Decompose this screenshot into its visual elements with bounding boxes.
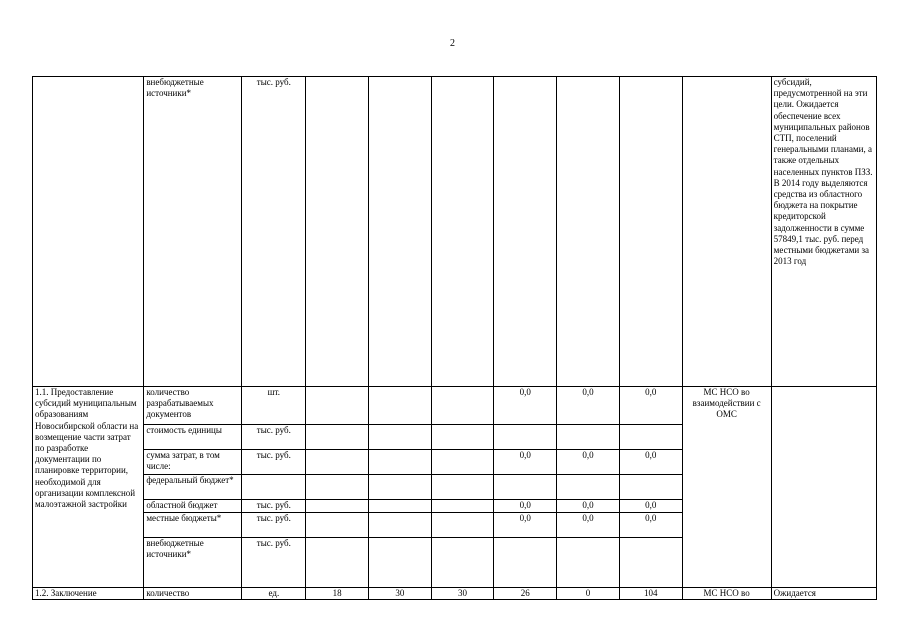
table-row	[33, 77, 877, 387]
indicator-cell: количество	[144, 588, 242, 600]
value-cell	[431, 450, 494, 475]
value-cell	[368, 77, 431, 387]
note-cell	[771, 387, 876, 588]
value-cell	[431, 500, 494, 513]
value-cell	[368, 513, 431, 538]
value-cell: 0,0	[557, 387, 620, 425]
unit-cell: тыс. руб.	[242, 538, 306, 588]
value-cell: 0,0	[494, 513, 557, 538]
indicator-cell: количество разрабатываемых документов	[144, 387, 242, 425]
value-cell	[306, 538, 369, 588]
value-cell	[306, 77, 369, 387]
note-cell: субсидий, предусмотренной на эти цели. Ожидается обеспечение всех муниципальных районов СТП, поселений генеральными планами, а также отдельных населенных пунктов ПЗЗ. В 2014 году выделяются средства из областного бюджета на покрытие кредиторской задолженности в сумме 57849,1 тыс. руб. перед местными бюджетами за 2013 год	[771, 77, 876, 387]
unit-cell: тыс. руб.	[242, 500, 306, 513]
value-cell	[619, 475, 682, 500]
value-cell: 0	[557, 588, 620, 600]
value-cell	[431, 425, 494, 450]
value-cell: 0,0	[619, 450, 682, 475]
value-cell	[306, 425, 369, 450]
value-cell	[494, 538, 557, 588]
value-cell: 0,0	[494, 450, 557, 475]
value-cell	[619, 538, 682, 588]
value-cell: 0,0	[557, 450, 620, 475]
executor-cell: МС НСО во	[682, 588, 771, 600]
value-cell	[368, 538, 431, 588]
value-cell: 18	[306, 588, 369, 600]
executor-cell	[682, 77, 771, 387]
value-cell	[306, 387, 369, 425]
value-cell: 30	[431, 588, 494, 600]
measure-name-cell: 1.2. Заключение	[33, 588, 144, 600]
indicator-cell: федеральный бюджет*	[144, 475, 242, 500]
value-cell	[494, 77, 557, 387]
indicator-cell: местные бюджеты*	[144, 513, 242, 538]
value-cell	[557, 425, 620, 450]
executor-cell: МС НСО во взаимодействии с ОМС	[682, 387, 771, 588]
unit-cell: тыс. руб.	[242, 450, 306, 475]
value-cell	[306, 475, 369, 500]
value-cell	[431, 538, 494, 588]
value-cell: 0,0	[494, 500, 557, 513]
note-cell: Ожидается	[771, 588, 876, 600]
value-cell	[431, 475, 494, 500]
unit-cell: шт.	[242, 387, 306, 425]
page-number: 2	[450, 38, 455, 49]
value-cell	[557, 475, 620, 500]
unit-cell	[242, 475, 306, 500]
value-cell	[619, 77, 682, 387]
value-cell	[306, 500, 369, 513]
value-cell	[494, 425, 557, 450]
value-cell	[557, 77, 620, 387]
value-cell	[368, 500, 431, 513]
table-row	[33, 387, 877, 425]
indicator-cell: внебюджетные источники*	[144, 77, 242, 387]
value-cell	[368, 387, 431, 425]
unit-cell: тыс. руб.	[242, 77, 306, 387]
value-cell	[368, 475, 431, 500]
measure-name-cell: 1.1. Предоставление субсидий муниципальным образованиям Новосибирской области на возмещение части затрат по разработке документации по планировке территории, необходимой для организации комплексной малоэтажной застройки	[33, 387, 144, 588]
value-cell: 0,0	[494, 387, 557, 425]
value-cell	[557, 538, 620, 588]
indicator-cell: внебюджетные источники*	[144, 538, 242, 588]
value-cell	[368, 450, 431, 475]
value-cell: 0,0	[619, 500, 682, 513]
unit-cell: тыс. руб.	[242, 425, 306, 450]
value-cell: 0,0	[557, 513, 620, 538]
indicator-cell: стоимость единицы	[144, 425, 242, 450]
program-table	[32, 76, 877, 600]
value-cell	[306, 513, 369, 538]
value-cell: 0,0	[619, 513, 682, 538]
value-cell	[306, 450, 369, 475]
value-cell: 30	[368, 588, 431, 600]
empty-cell	[33, 77, 144, 387]
value-cell	[368, 425, 431, 450]
indicator-cell: сумма затрат, в том числе:	[144, 450, 242, 475]
value-cell	[494, 475, 557, 500]
unit-cell: ед.	[242, 588, 306, 600]
value-cell: 104	[619, 588, 682, 600]
value-cell: 26	[494, 588, 557, 600]
value-cell	[431, 77, 494, 387]
value-cell	[619, 425, 682, 450]
unit-cell: тыс. руб.	[242, 513, 306, 538]
value-cell	[431, 387, 494, 425]
table-row	[33, 588, 877, 600]
indicator-cell: областной бюджет	[144, 500, 242, 513]
value-cell: 0,0	[557, 500, 620, 513]
value-cell: 0,0	[619, 387, 682, 425]
value-cell	[431, 513, 494, 538]
